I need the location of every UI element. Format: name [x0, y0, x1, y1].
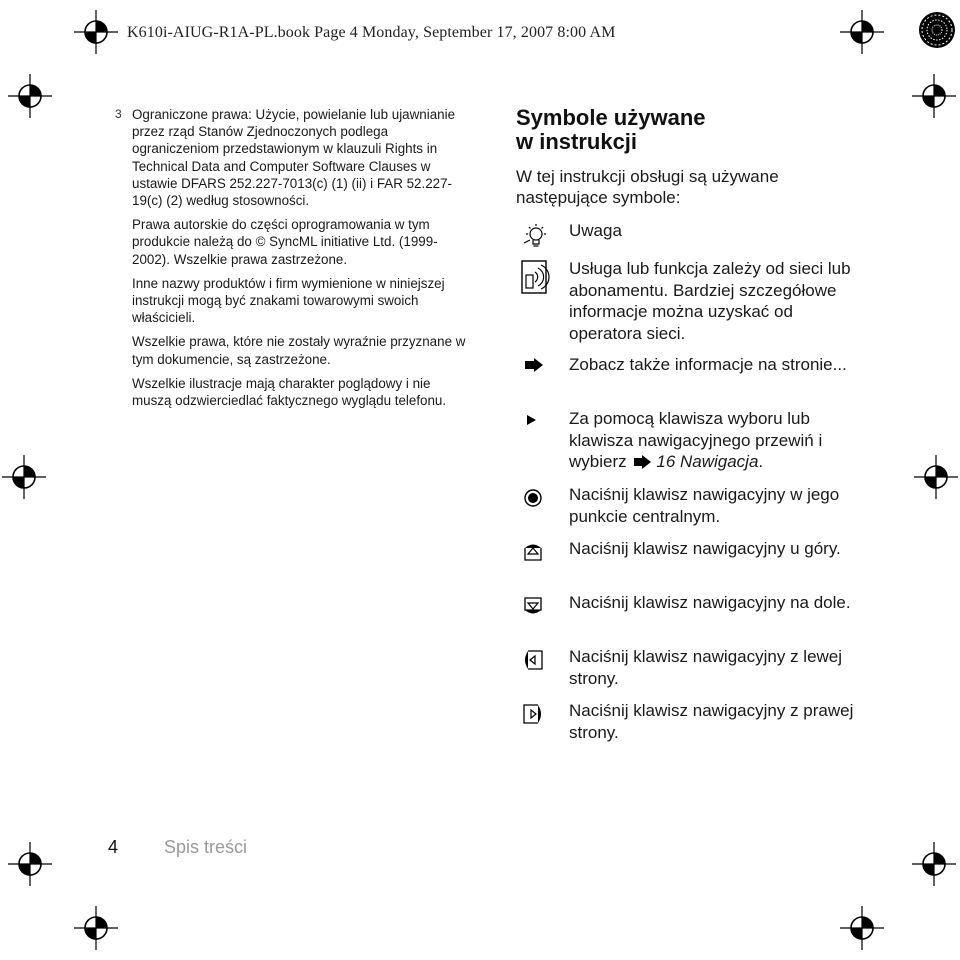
registration-mark-icon — [2, 455, 46, 499]
nav-up-icon — [516, 538, 552, 574]
section-title-line: w instrukcji — [516, 129, 638, 154]
legal-notes — [115, 106, 472, 416]
see-also-arrow-icon — [516, 354, 552, 390]
network-service-icon — [516, 258, 552, 294]
see-also-arrow-icon — [633, 453, 653, 475]
color-bar-rosette-icon — [917, 10, 957, 50]
symbol-description: Naciśnij klawisz nawigacyjny w jego punkcie centralnym. — [569, 485, 840, 526]
legal-paragraph: Wszelkie prawa, które nie zostały wyraźnie przyznane w tym dokumencie, są zastrzeżone. — [132, 334, 466, 367]
symbol-description: Naciśnij klawisz nawigacyjny z prawej strony. — [569, 701, 854, 742]
symbol-description: Usługa lub funkcja zależy od sieci lub abonamentu. Bardziej szczegółowe informacje można uzyskać od operatora sieci. — [569, 259, 851, 343]
symbol-description: Naciśnij klawisz nawigacyjny u góry. — [569, 539, 841, 558]
registration-mark-icon — [912, 74, 956, 118]
registration-mark-icon — [912, 842, 956, 886]
page-number: 4 — [108, 837, 119, 857]
section-title — [516, 106, 856, 154]
print-header: K610i-AIUG-R1A-PL.book Page 4 Monday, September 17, 2007 8:00 AM — [127, 24, 616, 41]
registration-mark-icon — [914, 455, 958, 499]
legal-paragraph: Wszelkie ilustracje mają charakter poglądowy i nie muszą odzwierciedlać faktycznego wyglądu telefonu. — [132, 375, 447, 409]
nav-center-icon — [516, 484, 552, 520]
triangle-pointer-icon — [516, 408, 552, 444]
symbol-description — [569, 408, 859, 475]
registration-mark-icon — [74, 906, 118, 950]
nav-right-icon — [516, 700, 552, 736]
symbol-description: Uwaga — [569, 221, 622, 240]
symbol-description: Zobacz także informacje na stronie... — [569, 355, 847, 374]
legal-paragraph: Prawa autorskie do części oprogramowania w tym produkcie należą do © SyncML initiative Ltd. (1999-2002). Wszelkie prawa zastrzeżone. — [132, 217, 438, 267]
section-title-line: Symbole używane — [516, 105, 706, 130]
nav-down-icon — [516, 592, 552, 628]
legal-paragraph: Inne nazwy produktów i firm wymienione w niniejszej instrukcji mogą być znakami towarowymi swoich właścicieli. — [132, 275, 445, 326]
registration-mark-icon — [840, 906, 884, 950]
footnote-number: 3 — [115, 107, 122, 121]
legal-paragraph: Ograniczone prawa: Użycie, powielanie lub ujawnianie przez rząd Stanów Zjednoczonych podlega ograniczeniom przedstawionym w klauzuli Rights in Technical Data and Computer Software Clauses w ustawie DFARS 252.227-7013(c) (1) (ii) i FAR 52.227-19(c) (2) według stosowności. — [132, 107, 456, 209]
symbol-description: Naciśnij klawisz nawigacyjny z lewej strony. — [569, 647, 843, 688]
registration-mark-icon — [840, 10, 884, 54]
symbol-description: Naciśnij klawisz nawigacyjny na dole. — [569, 593, 851, 612]
footer-section-title: Spis treści — [164, 837, 248, 857]
registration-mark-icon — [8, 842, 52, 886]
select-text-end: . — [758, 452, 764, 471]
section-intro: W tej instrukcji obsługi są używane następujące symbole: — [516, 167, 779, 207]
cross-reference-link[interactable]: 16 Nawigacja — [656, 452, 759, 471]
nav-left-icon — [516, 646, 552, 682]
registration-mark-icon — [74, 10, 118, 54]
symbols-section — [516, 105, 856, 742]
select-text: Za pomocą klawisza wyboru lub klawisza nawigacyjnego przewiń i wybierz — [569, 409, 823, 471]
lightbulb-icon — [516, 220, 552, 256]
registration-mark-icon — [8, 74, 52, 118]
